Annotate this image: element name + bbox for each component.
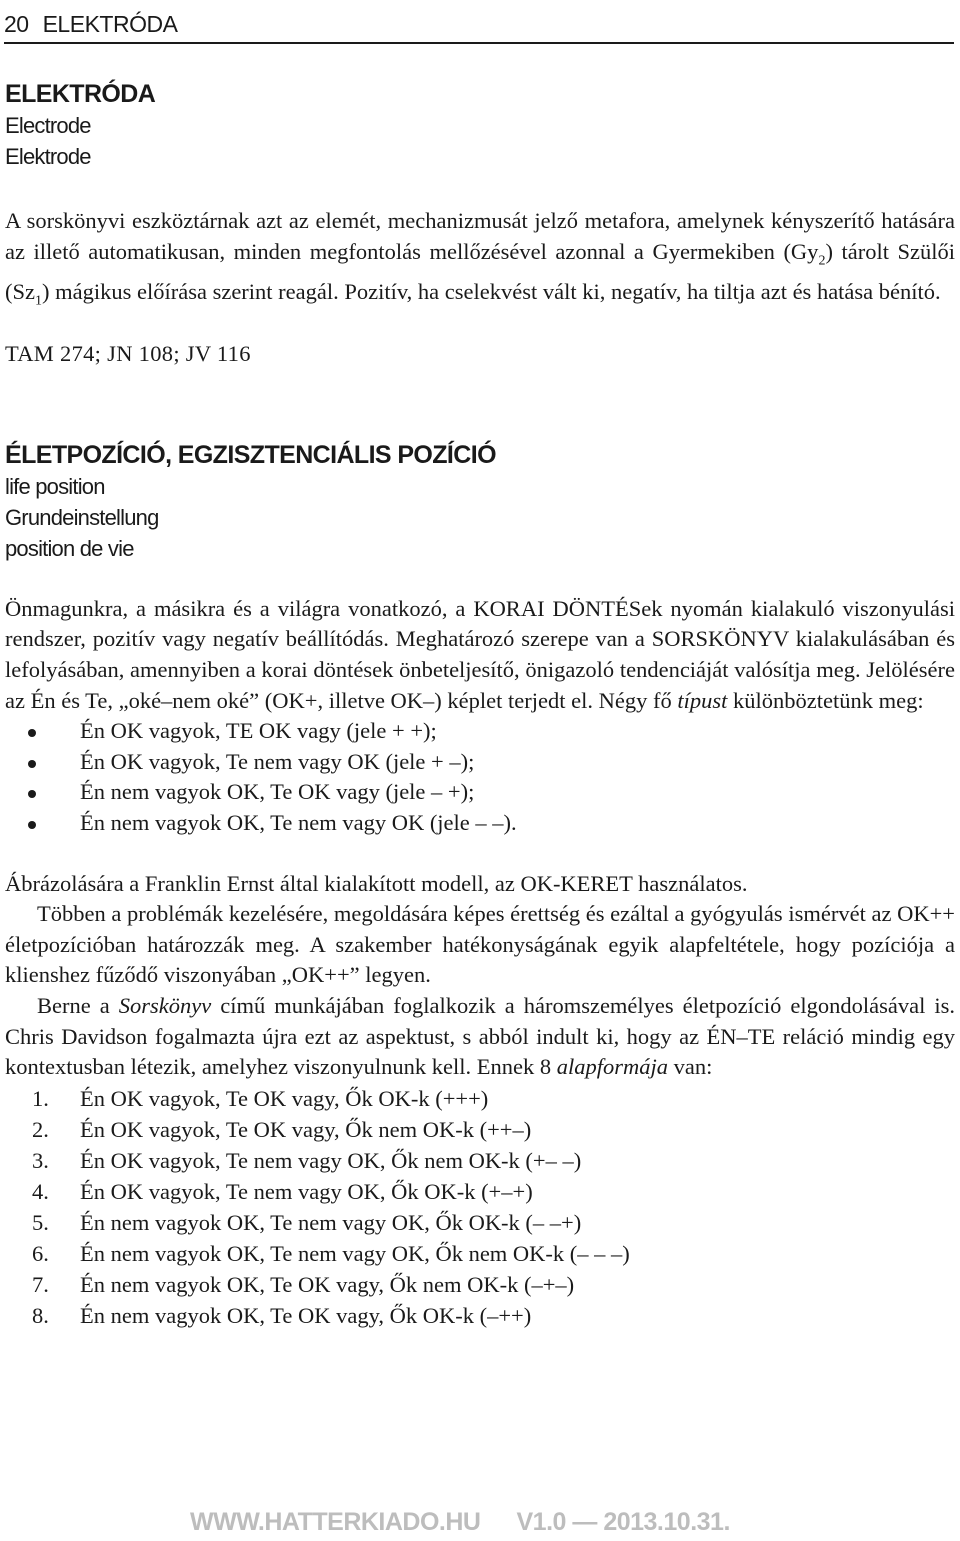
- list-item: 6. Én nem vagyok OK, Te nem vagy OK, Ők nem OK-k (– – –): [32, 1240, 630, 1266]
- list-item: 4. Én OK vagyok, Te nem vagy OK, Ők OK-k (+–+): [32, 1178, 533, 1204]
- list-item: 3. Én OK vagyok, Te nem vagy OK, Ők nem OK-k (+– –): [32, 1147, 582, 1173]
- bullet-icon: [28, 760, 36, 768]
- translation-en: Electrode: [5, 113, 91, 138]
- page-header: [4, 6, 954, 44]
- page-content: [5, 78, 955, 1331]
- position-types-list: [5, 716, 955, 838]
- list-item: Én OK vagyok, Te nem vagy OK (jele + –);: [5, 747, 955, 778]
- entry-elektroda: [5, 78, 955, 369]
- paragraph: Ábrázolására a Franklin Ernst által kialakított modell, az OK-KERET használatos.: [5, 870, 748, 896]
- definition-paragraph: [5, 594, 955, 716]
- list-item: 7. Én nem vagyok OK, Te OK vagy, Ők nem OK-k (–+–): [32, 1271, 575, 1297]
- translation-de: Grundeinstellung: [5, 504, 159, 530]
- paragraph: Többen a problémák kezelésére, megoldására képes érettség és ezáltal a gyógyulás ismérvét az OK++ életpozícióban határozzák meg. A szakember hatékonyságának egyik alapfeltétele, hogy pozíciója a klienshez fűződő viszonyában „OK++” legyen.: [5, 901, 955, 988]
- bullet-icon: [28, 790, 36, 798]
- definition-text: ) tárolt Szülői (Sz: [5, 238, 955, 304]
- translation-en: life position: [5, 473, 105, 499]
- list-item: Én nem vagyok OK, Te nem vagy OK (jele – –).: [5, 808, 955, 839]
- entry-term: ELEKTRÓDA: [5, 80, 156, 108]
- running-title: ELEKTRÓDA: [42, 10, 178, 37]
- bullet-icon: [28, 821, 36, 829]
- definition-text: ) mágikus előírása szerint reagál. Pozitív, ha cselekvést vált ki, negatív, ha tiltja azt és hatása bénító.: [42, 278, 941, 304]
- list-item: Én OK vagyok, TE OK vagy (jele + +);: [5, 716, 955, 747]
- list-item: 1. Én OK vagyok, Te OK vagy, Ők OK-k (+++): [32, 1085, 489, 1111]
- italic-term: Sorskönyv: [118, 992, 212, 1018]
- paragraph: Berne a Sorskönyv című munkájában foglalkozik a háromszemélyes életpozíció elgondolásával is. Chris Davidson fogalmazta újra ezt az aspektust, s abból indult ki, hogy az ÉN–TE reláció mindig egy kontextusban létezik, amelyhez viszonyulnunk kell. Ennek 8 alapformája van:: [5, 992, 955, 1080]
- italic-term: típust: [677, 687, 728, 713]
- entry-eletpozicio: [5, 439, 955, 1331]
- page-number: 20: [4, 10, 29, 37]
- footer-version: V1.0 — 2013.10.31.: [516, 1508, 730, 1536]
- definition-text: Önmagunkra, a másikra és a világra vonatkozó, a KORAI DÖNTÉSek nyomán kialakuló viszonyulási rendszer, pozitív vagy negatív beállítódás. Meghatározó szerepe van a SORSKÖNYV kialakulásában és lefolyásában, amennyiben a korai döntések önbeteljesítő, önigazoló tendenciáját valósítja meg. Jelölésére az Én és Te, „oké–nem oké” (OK+, illetve OK–) képlet terjedt el. Négy fő: [5, 595, 955, 713]
- definition-paragraph: [5, 206, 955, 317]
- list-item: 8. Én nem vagyok OK, Te OK vagy, Ők OK-k (–++): [32, 1302, 532, 1328]
- list-item: 5. Én nem vagyok OK, Te nem vagy OK, Ők OK-k (– –+): [32, 1209, 582, 1235]
- italic-term: alapformája: [556, 1054, 668, 1080]
- page-footer: [190, 1508, 766, 1537]
- subscript: 1: [35, 293, 42, 309]
- list-item: 2. Én OK vagyok, Te OK vagy, Ők nem OK-k (++–): [32, 1116, 532, 1142]
- definition-text: különböztetünk meg:: [727, 687, 924, 713]
- definition-text: A sorskönyvi eszköztárnak azt az elemét, mechanizmusát jelző metafora, amelynek kényszerítő hatására az illető automatikusan, minden megfontolás mellőzésével azonnal a Gyermekiben (Gy: [5, 208, 955, 264]
- footer-url: WWW.HATTERKIADO.HU: [190, 1508, 481, 1536]
- bullet-icon: [28, 729, 36, 737]
- references: TAM 274; JN 108; JV 116: [5, 340, 251, 366]
- translation-de: Elektrode: [5, 144, 91, 169]
- translation-fr: position de vie: [5, 535, 134, 561]
- subscript: 2: [818, 253, 826, 269]
- three-person-positions-list: [5, 1083, 955, 1331]
- list-item: Én nem vagyok OK, Te OK vagy (jele – +);: [5, 777, 955, 808]
- entry-term: ÉLETPOZÍCIÓ, EGZISZTENCIÁLIS POZÍCIÓ: [5, 440, 496, 469]
